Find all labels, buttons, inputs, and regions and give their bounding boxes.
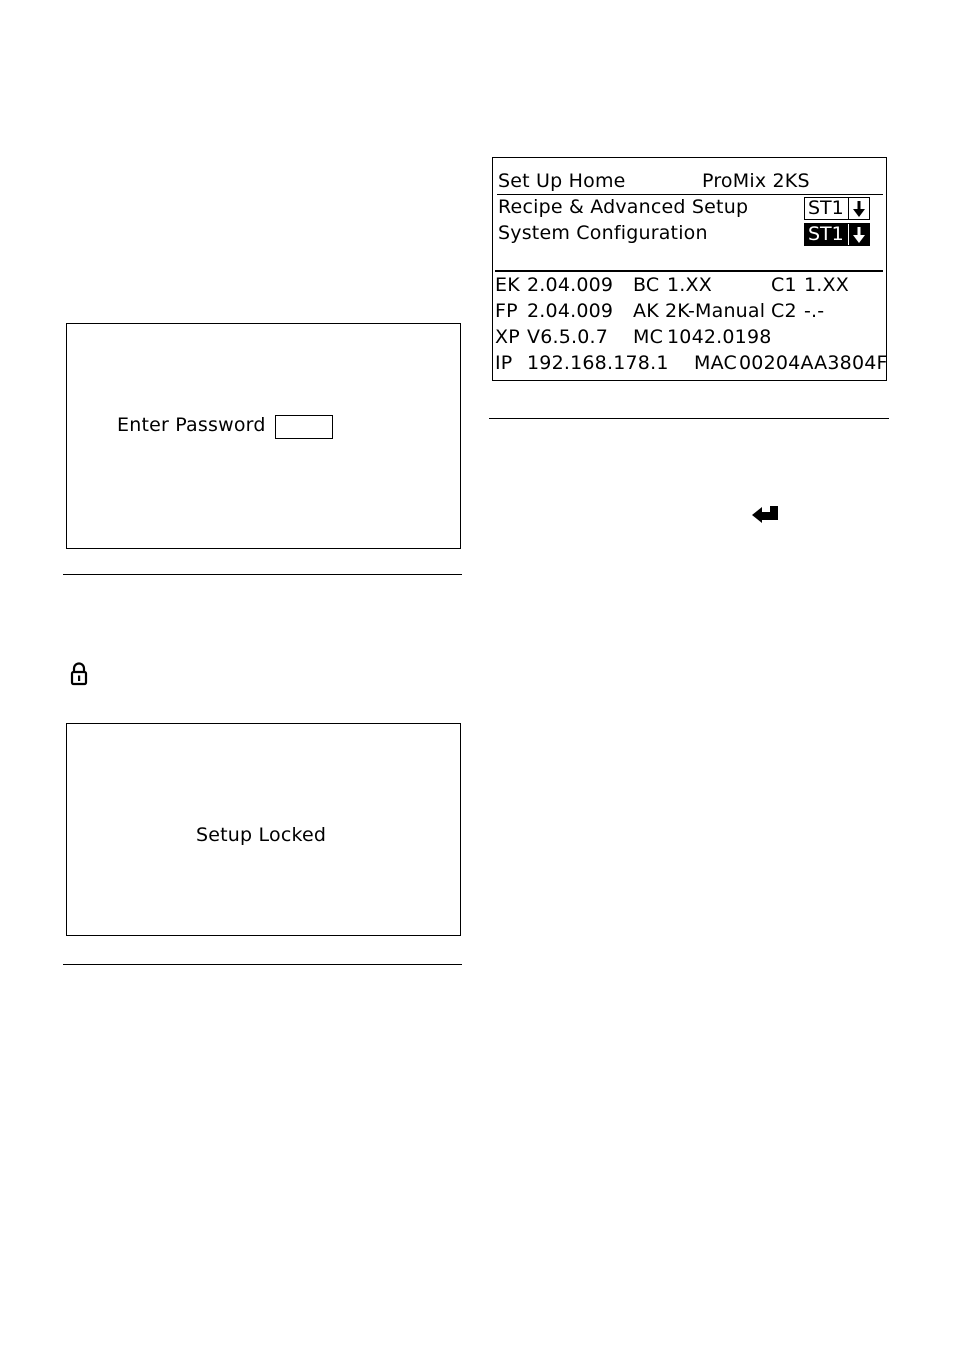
info-key: MAC [694, 352, 737, 374]
info-key: FP [495, 300, 518, 322]
info-key: XP [495, 326, 520, 348]
info-value: -.- [804, 300, 825, 322]
enter-key-icon [751, 503, 781, 523]
menu-item-recipe-advanced-setup[interactable]: Recipe & Advanced Setup [498, 196, 749, 218]
info-value: 1.XX [804, 274, 849, 296]
section-divider [63, 574, 462, 575]
arrow-down-icon [848, 224, 869, 245]
info-key: MC [633, 326, 664, 348]
setup-home-screen [492, 157, 887, 381]
info-divider [495, 270, 883, 272]
info-value: 1042.0198 [667, 326, 772, 348]
password-screen [66, 323, 461, 549]
info-value: 2K-Manual [665, 300, 766, 322]
info-value: 2.04.009 [527, 300, 614, 322]
info-key: IP [495, 352, 513, 374]
info-value: 1.XX [667, 274, 712, 296]
password-input[interactable] [275, 415, 333, 439]
setup-locked-screen [66, 723, 461, 936]
info-value: 2.04.009 [527, 274, 614, 296]
station-selector-recipe[interactable]: ST1 [804, 197, 870, 220]
info-key: EK [495, 274, 520, 296]
station-selector-system[interactable]: ST1 [804, 223, 870, 246]
locked-message: Setup Locked [196, 824, 327, 846]
arrow-down-icon [848, 198, 869, 219]
menu-item-system-configuration[interactable]: System Configuration [498, 222, 708, 244]
info-value: 192.168.178.1 [527, 352, 669, 374]
padlock-icon [70, 662, 88, 686]
info-key: C2 [771, 300, 797, 322]
section-divider [63, 964, 462, 965]
info-key: BC [633, 274, 660, 296]
product-name: ProMix 2KS [702, 170, 810, 192]
section-divider [489, 418, 889, 419]
password-label: Enter Password [117, 414, 266, 436]
title-divider [497, 194, 883, 195]
info-value: 00204AA3804F [739, 352, 888, 374]
info-key: AK [633, 300, 659, 322]
screen-title: Set Up Home [498, 170, 626, 192]
info-key: C1 [771, 274, 797, 296]
info-value: V6.5.0.7 [527, 326, 609, 348]
